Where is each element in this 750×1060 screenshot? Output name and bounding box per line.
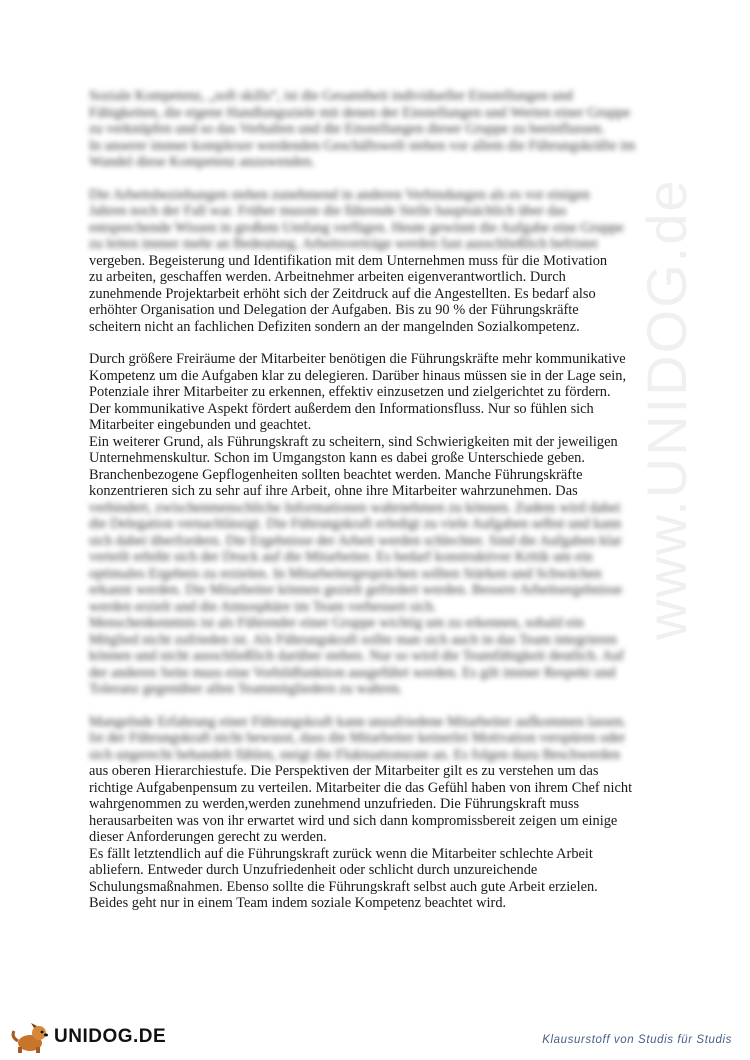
text-line: Mangelnde Erfahrung einer Führungskraft kann unzufriedene Mitarbeiter aufkommen lassen. — [89, 713, 627, 730]
text-line: dieser Anforderungen gerecht zu werden. — [89, 829, 327, 845]
text-line: sich ungerecht behandelt fühlen, steigt die Fluktuationsrate an. Es folgen dazu Beschwerden — [89, 746, 621, 763]
paragraph — [89, 714, 649, 912]
text-line: verteilt erhöht sich der Druck auf die Mitarbeiter. Es bedarf konstruktiver Kritik um ein — [89, 549, 593, 565]
text-line: Mitglied nicht zufrieden ist. Als Führungskraft sollte man sich auch in das Team integrieren — [89, 631, 617, 648]
text-line: Wandel diese Kompetenz anzuwenden. — [89, 154, 315, 170]
text-line: Der kommunikative Aspekt fördert außerdem den Informationsfluss. Nur so fühlen sich — [89, 400, 594, 417]
text-line: richtige Aufgabenpensum zu verteilen. Mitarbeiter die das Gefühl haben von ihrem Chef nicht — [89, 779, 633, 796]
logo-text: UNIDOG.DE — [54, 1026, 167, 1047]
text-line: In unserer immer komplexer werdenden Geschäftswelt stehen vor allem die Führungskräfte im — [89, 137, 636, 154]
text-line: zu arbeiten, geschaffen werden. Arbeitnehmer arbeiten eigenverantwortlich. Durch — [89, 269, 566, 285]
text-line: Potenziale ihrer Mitarbeiter zu erkennen, effektiv einzusetzen und zielgerichtet zu fördern. — [89, 384, 611, 400]
text-line: Ein weiterer Grund, als Führungskraft zu scheitern, sind Schwierigkeiten mit der jeweiligen — [89, 433, 618, 450]
text-line: Schulungsmaßnahmen. Ebenso sollte die Führungskraft selbst auch gute Arbeit erzielen. — [89, 878, 598, 895]
paragraph — [89, 88, 649, 171]
text-line: Ist der Führungskraft nicht bewusst, dass die Mitarbeiter keinerlei Motivation verspüren oder — [89, 730, 626, 746]
text-line: Fähigkeiten, die eigene Handlungsziele mit denen der Einstellungen und Werten einer Gruppe — [89, 104, 631, 121]
text-line: Kompetenz um die Aufgaben klar zu delegieren. Darüber hinaus müssen sie in der Lage sein, — [89, 367, 627, 384]
text-line: Jahren noch der Fall war. Früher musste die führende Stelle hauptsächlich über das — [89, 203, 567, 219]
text-line: Beides geht nur in einem Team indem soziale Kompetenz beachtet wird. — [89, 895, 507, 911]
text-line: sich dabei überfordern. Die Ergebnisse der Arbeit werden schlechter. Sind die Aufgaben klar — [89, 532, 622, 549]
text-line: zunehmende Projektarbeit erhöht sich der Zeitdruck auf die Angestellten. Es bedarf also — [89, 285, 596, 302]
text-line: scheitern nicht an fachlichen Defiziten sondern an der mangelnden Sozialkompetenz. — [89, 318, 580, 335]
footer-tagline: Klausurstoff von Studis für Studis — [542, 1034, 732, 1046]
text-line: wahrgenommen zu werden,werden zunehmend unzufrieden. Die Führungskraft muss — [89, 796, 580, 812]
text-line: erkannt werden. Die Mitarbeiter können gezielt gefördert werden. Bessere Arbeitsergebnisse — [89, 582, 623, 598]
text-line: abliefern. Entweder durch Unzufriedenheit oder schlicht durch unzureichende — [89, 862, 538, 878]
paragraph — [89, 351, 649, 698]
text-line: werden erzielt und die Atmosphäre im Team verbessert sich. — [89, 598, 437, 615]
text-line: Branchenbezogene Gepflogenheiten sollten beachtet werden. Manche Führungskräfte — [89, 466, 583, 483]
text-line: erhöhter Organisation und Delegation der Aufgaben. Bis zu 90 % der Führungskräfte — [89, 302, 579, 318]
text-line: Unternehmenskultur. Schon im Umgangston kann es dabei große Unterschiede geben. — [89, 450, 585, 466]
text-line: optimales Ergebnis zu erzielen. In Mitarbeitergesprächen sollten Stärken und Schwächen — [89, 565, 602, 582]
text-line: die Delegation vernachlässigt. Die Führungskraft erledigt zu viele Aufgaben selbst und kann — [89, 516, 622, 532]
text-line: zu leiten immer mehr an Bedeutung. Arbeitsverträge werden fast ausschließlich befristet — [89, 236, 598, 252]
watermark: www.UNIDOG.de — [635, 178, 698, 640]
text-line: können und nicht ausschließlich darüber stehen. Nur so wird die Teamfähigkeit deutlich. Auf — [89, 648, 625, 664]
text-line: Die Arbeitsbeziehungen stehen zunehmend in anderen Verbindungen als es vor einigen — [89, 186, 590, 203]
text-line: Toleranz gegenüber allen Teammitgliedern zu wahren. — [89, 681, 403, 697]
text-line: entsprechende Wissen in großem Umfang verfügen. Heute gewinnt die Aufgabe eine Gruppe — [89, 219, 624, 236]
text-line: herausarbeiten was von ihr erwartet wird und sich dann kompromissbereit zeigen um einige — [89, 812, 618, 829]
text-line: aus oberen Hierarchiestufe. Die Perspektiven der Mitarbeiter gilt es zu verstehen um das — [89, 763, 599, 779]
text-line: vergeben. Begeisterung und Identifikation mit dem Unternehmen muss für die Motivation — [89, 252, 608, 269]
dog-mascot-icon — [8, 1020, 52, 1054]
text-line: Menschenkenntnis ist als Führender einer Gruppe wichtig um zu erkennen, sobald ein — [89, 615, 584, 631]
text-line: Es fällt letztendlich auf die Führungskraft zurück wenn die Mitarbeiter schlechte Arbeit — [89, 845, 593, 862]
text-line: der anderen Seite muss eine Vorbildfunktion ausgeführt werden. Es gilt immer Respekt und — [89, 664, 616, 681]
text-line: konzentrieren sich zu sehr auf ihre Arbeit, ohne ihre Mitarbeiter wahrzunehmen. Das — [89, 483, 578, 499]
paragraph — [89, 187, 649, 336]
document-body — [89, 88, 649, 928]
text-line: Mitarbeiter eingebunden und geachtet. — [89, 417, 312, 433]
unidog-logo[interactable] — [8, 1020, 168, 1054]
text-line: Durch größere Freiräume der Mitarbeiter benötigen die Führungskräfte mehr kommunikative — [89, 351, 626, 367]
text-line: verhindert, zwischenmenschliche Informationen wahrnehmen zu können. Zudem wird dabei — [89, 499, 621, 516]
text-line: zu verknüpfen und so das Verhalten und die Einstellungen dieser Gruppe zu beeinflussen. — [89, 121, 605, 137]
text-line: Soziale Kompetenz, „soft skills“, ist die Gesamtheit individueller Einstellungen und — [89, 88, 573, 104]
